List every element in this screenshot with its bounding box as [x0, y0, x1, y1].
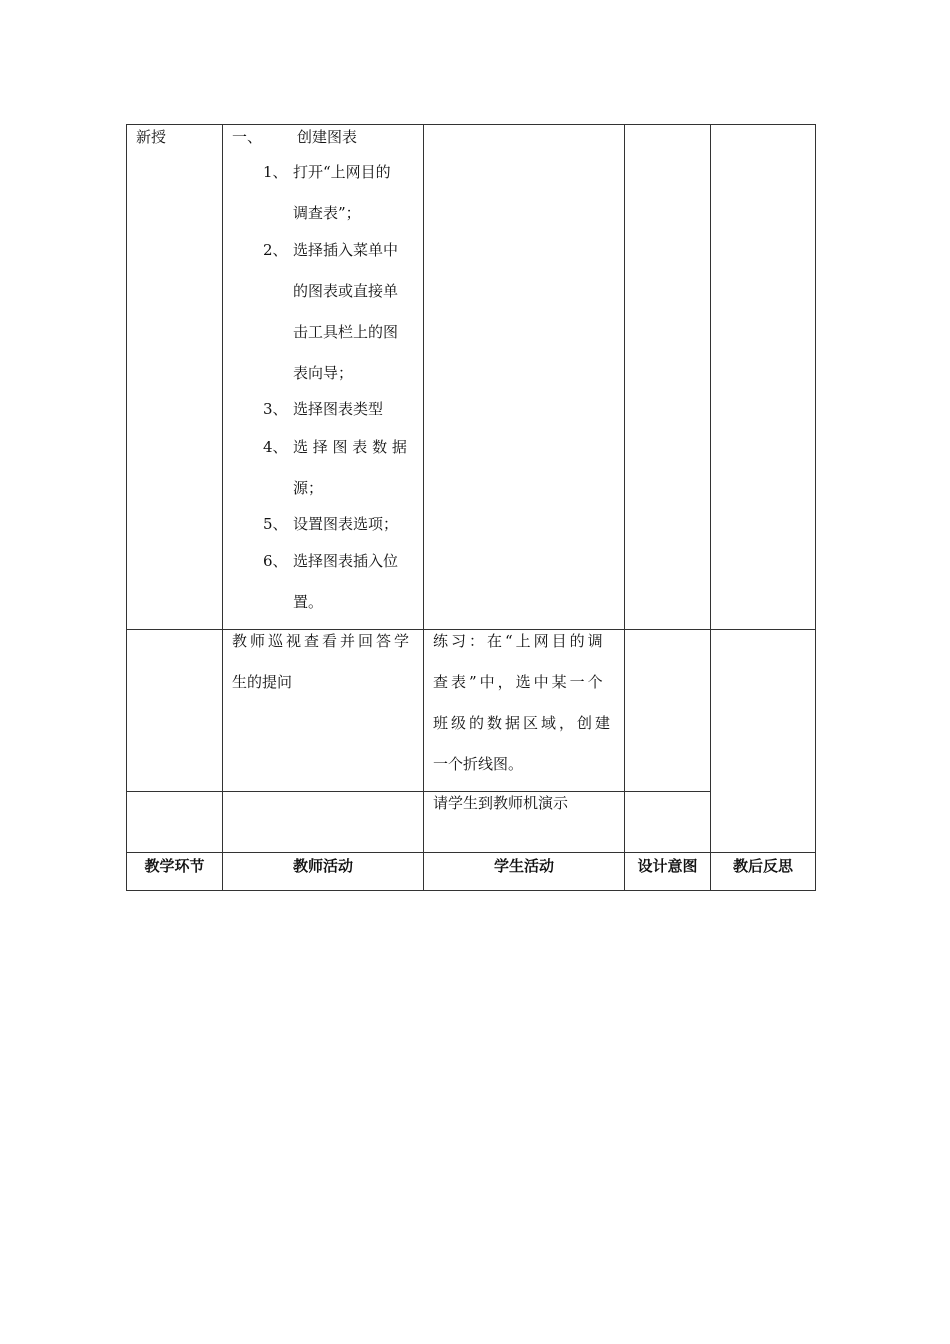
section-number: 一、: [232, 128, 263, 146]
student-activity-text: 班级的数据区域，创建: [433, 714, 614, 732]
student-activity-text: 查表”中，选中某一个: [433, 673, 606, 691]
step-text: 置。: [293, 593, 324, 611]
step-text: 选 择 图 表 数 据: [293, 438, 407, 456]
stage-cell: 新授: [136, 128, 167, 146]
step-text: 选择插入菜单中: [293, 241, 399, 259]
header-stage: 教学环节: [144, 857, 205, 875]
column-divider: [710, 125, 711, 890]
step-text: 源；: [293, 479, 324, 497]
step-text: 选择图表类型: [293, 400, 384, 418]
step-number: 5、: [263, 515, 288, 533]
section-heading: 创建图表: [297, 128, 358, 146]
student-demo-text: 请学生到教师机演示: [433, 794, 569, 812]
step-text: 的图表或直接单: [293, 282, 399, 300]
lesson-plan-table: [126, 124, 816, 891]
row-divider: [127, 852, 815, 853]
step-number: 2、: [263, 241, 288, 259]
student-activity-text: 一个折线图。: [433, 755, 524, 773]
step-text: 表向导；: [293, 364, 354, 382]
column-divider: [423, 125, 424, 890]
header-design-intent: 设计意图: [637, 857, 698, 875]
step-text: 选择图表插入位: [293, 552, 399, 570]
step-text: 打开“上网目的: [293, 163, 391, 181]
column-divider: [222, 125, 223, 890]
step-number: 6、: [263, 552, 288, 570]
teacher-activity-text: 生的提问: [232, 673, 293, 691]
header-student-activity: 学生活动: [493, 857, 554, 875]
step-number: 1、: [263, 163, 288, 181]
header-reflection: 教后反思: [732, 857, 793, 875]
student-activity-text: 练习：在“上网目的调: [433, 632, 606, 650]
step-text: 调查表”；: [293, 204, 361, 222]
header-teacher-activity: 教师活动: [292, 857, 353, 875]
step-number: 3、: [263, 400, 288, 418]
step-text: 击工具栏上的图: [293, 323, 399, 341]
step-text: 设置图表选项；: [293, 515, 399, 533]
column-divider: [624, 125, 625, 890]
teacher-activity-text: 教师巡视查看并回答学: [232, 632, 413, 650]
step-number: 4、: [263, 438, 288, 456]
row-divider: [127, 791, 710, 792]
